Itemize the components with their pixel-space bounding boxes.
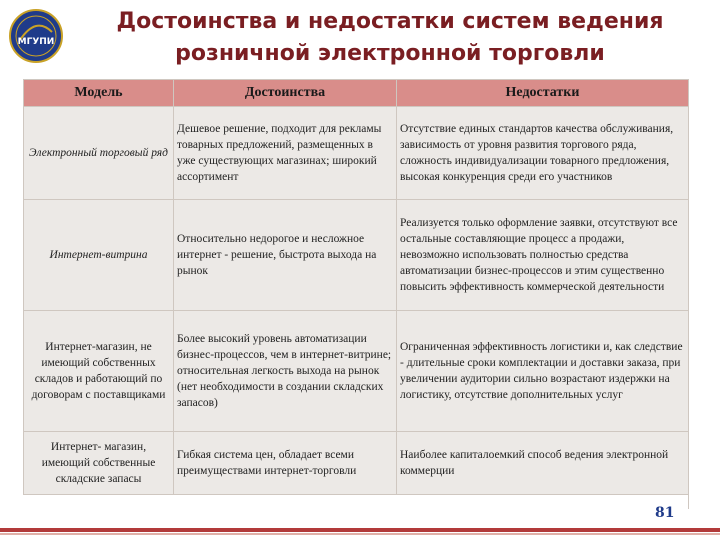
cell-cons: Ограниченная эффективность логистики и, как следствие - длительные сроки комплектации и доставки заказа, при увеличении аудитории сильно возрастают издержки на логистику, отсутствие дополнительных услуг — [397, 311, 689, 432]
page-title — [80, 6, 700, 70]
cell-pros: Гибкая система цен, обладает всеми преимуществами интернет-торговли — [174, 432, 397, 495]
table-row — [24, 432, 689, 495]
bottom-border-light — [0, 533, 720, 535]
cell-cons: Реализуется только оформление заявки, отсутствуют все остальные составляющие процесс а продажи, невозможно использовать полностью средства автоматизации бизнес-процессов и этим существенно повысить эффективность коммерческой деятельности — [397, 200, 689, 311]
page-number: 81 — [655, 505, 675, 521]
cell-pros: Более высокий уровень автоматизации бизнес-процессов, чем в интернет-витрине; относительная легкость выхода на рынок (нет необходимости в создании складских запасов) — [174, 311, 397, 432]
cell-model: Интернет-витрина — [24, 200, 174, 311]
cell-model: Интернет- магазин, имеющий собственные складские запасы — [24, 432, 174, 495]
cell-model: Интернет-магазин, не имеющий собственных складов и работающий по договорам с поставщиками — [24, 311, 174, 432]
table-row — [24, 311, 689, 432]
bottom-border — [0, 528, 720, 532]
comparison-table — [23, 79, 689, 495]
table-row — [24, 107, 689, 200]
logo-emblem-icon — [8, 8, 64, 64]
cell-cons: Наиболее капиталоемкий способ ведения электронной коммерции — [397, 432, 689, 495]
table-header-row — [24, 80, 689, 107]
cell-cons: Отсутствие единых стандартов качества обслуживания, зависимость от уровня развития торгового ряда, сложность индивидуализации товарного предложения, высокая конкуренция среди его участников — [397, 107, 689, 200]
cell-model: Электронный торговый ряд — [24, 107, 174, 200]
logo-text: МГУПИ — [17, 37, 55, 47]
right-divider — [688, 79, 689, 509]
university-logo — [8, 8, 64, 64]
header-model: Модель — [24, 80, 174, 107]
title-line-1: Достоинства и недостатки систем ведения — [116, 9, 664, 34]
title-line-2: розничной электронной торговли — [175, 41, 605, 66]
cell-pros: Относительно недорогое и несложное интернет - решение, быстрота выхода на рынок — [174, 200, 397, 311]
cell-pros: Дешевое решение, подходит для рекламы товарных предложений, размещенных в уже существующих магазинах; широкий ассортимент — [174, 107, 397, 200]
header-cons: Недостатки — [397, 80, 689, 107]
table-row — [24, 200, 689, 311]
header-pros: Достоинства — [174, 80, 397, 107]
